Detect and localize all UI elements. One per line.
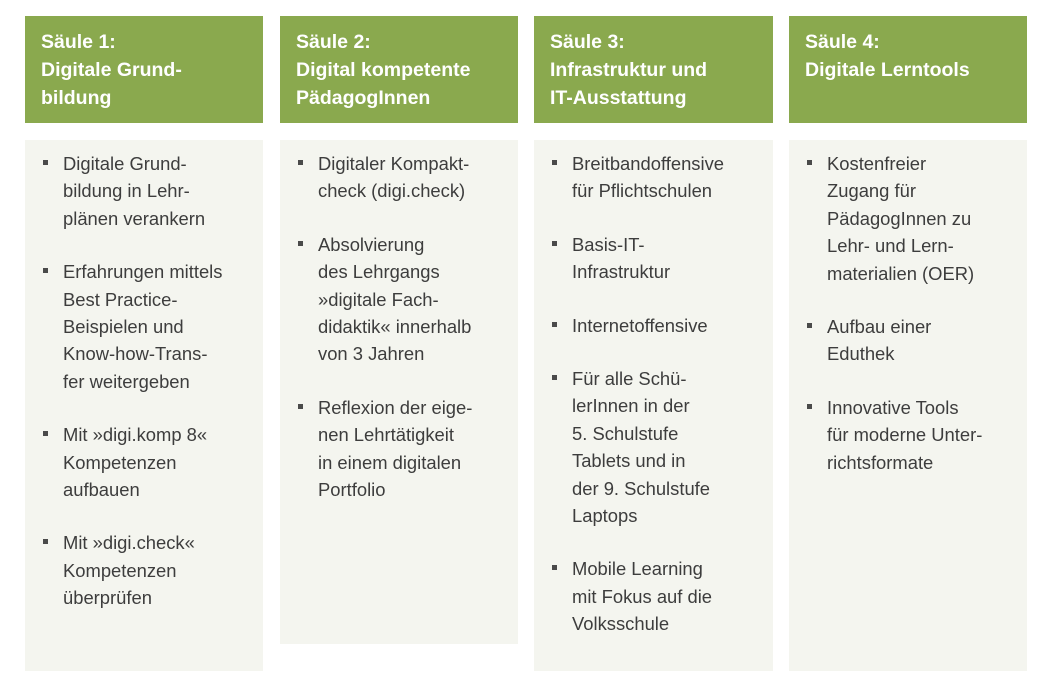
list-item-text: Aufbau einer Eduthek xyxy=(827,316,932,365)
column-header: Säule 2: Digital kompetente PädagogInnen xyxy=(280,16,518,123)
column-body xyxy=(534,140,773,671)
column-saeule-4 xyxy=(789,16,1027,671)
column-header: Säule 3: Infrastruktur und IT-Ausstattung xyxy=(534,16,773,123)
bullet-icon xyxy=(298,160,303,165)
column-body xyxy=(280,140,518,644)
bullet-icon xyxy=(552,565,557,570)
bullet-icon xyxy=(43,268,48,273)
column-saeule-2 xyxy=(280,16,518,644)
column-saeule-3 xyxy=(534,16,773,671)
list-item-text: Für alle Schü- lerInnen in der 5. Schulstufe Tablets und in der 9. Schulstufe Laptops xyxy=(572,368,711,527)
list-item-text: Absolvierung des Lehrgangs »digitale Fach- didaktik« innerhalb von 3 Jahren xyxy=(318,233,472,365)
list-item xyxy=(298,394,510,504)
bullet-icon xyxy=(552,375,557,380)
bullet-icon xyxy=(807,323,812,328)
list-item xyxy=(807,394,1019,476)
column-body xyxy=(789,140,1027,671)
list-item-text: Mit »digi.check« Kompetenzen überprüfen xyxy=(63,532,195,609)
list-item-text: Reflexion der eige- nen Lehrtätigkeit in einem digitalen Portfolio xyxy=(318,396,473,501)
list-item-text: Kostenfreier Zugang für PädagogInnen zu Lehr- und Lern- materialien (OER) xyxy=(827,153,975,284)
list-item xyxy=(552,312,765,339)
list-item xyxy=(552,231,765,286)
bullet-icon xyxy=(552,241,557,246)
list-item xyxy=(43,421,255,503)
list-item xyxy=(552,365,765,529)
column-header: Säule 4: Digitale Lerntools xyxy=(789,16,1027,123)
list-item-text: Basis-IT- Infrastruktur xyxy=(572,233,671,283)
bullet-icon xyxy=(43,160,48,165)
list-item-text: Erfahrungen mittels Best Practice- Beispielen und Know-how-Trans- fer weitergeben xyxy=(63,261,223,392)
bullet-icon xyxy=(552,160,557,165)
bullet-list xyxy=(298,150,510,503)
column-header: Säule 1: Digitale Grund- bildung xyxy=(25,16,263,123)
list-item-text: Breitbandoffensive für Pflichtschulen xyxy=(572,153,725,202)
column-body xyxy=(25,140,263,671)
list-item xyxy=(43,258,255,395)
bullet-icon xyxy=(552,322,557,327)
list-item xyxy=(298,150,510,205)
list-item-text: Mobile Learning mit Fokus auf die Volksschule xyxy=(572,558,713,635)
list-item-text: Digitale Grund- bildung in Lehr- plänen verankern xyxy=(63,153,206,229)
list-item-text: Digitaler Kompakt- check (digi.check) xyxy=(318,153,470,202)
list-item xyxy=(552,150,765,205)
list-item xyxy=(807,313,1019,368)
bullet-icon xyxy=(807,404,812,409)
list-item xyxy=(298,231,510,368)
list-item-text: Mit »digi.komp 8« Kompetenzen aufbauen xyxy=(63,424,208,501)
bullet-icon xyxy=(298,241,303,246)
list-item xyxy=(43,150,255,232)
list-item xyxy=(43,529,255,611)
bullet-list xyxy=(552,150,765,638)
bullet-list xyxy=(807,150,1019,476)
column-saeule-1 xyxy=(25,16,263,671)
bullet-icon xyxy=(807,160,812,165)
list-item xyxy=(552,555,765,637)
list-item-text: Internetoffensive xyxy=(572,314,708,336)
bullet-icon xyxy=(298,404,303,409)
list-item xyxy=(807,150,1019,287)
list-item-text: Innovative Tools für moderne Unter- richtsformate xyxy=(827,396,983,473)
bullet-icon xyxy=(43,539,48,544)
bullet-icon xyxy=(43,431,48,436)
bullet-list xyxy=(43,150,255,612)
